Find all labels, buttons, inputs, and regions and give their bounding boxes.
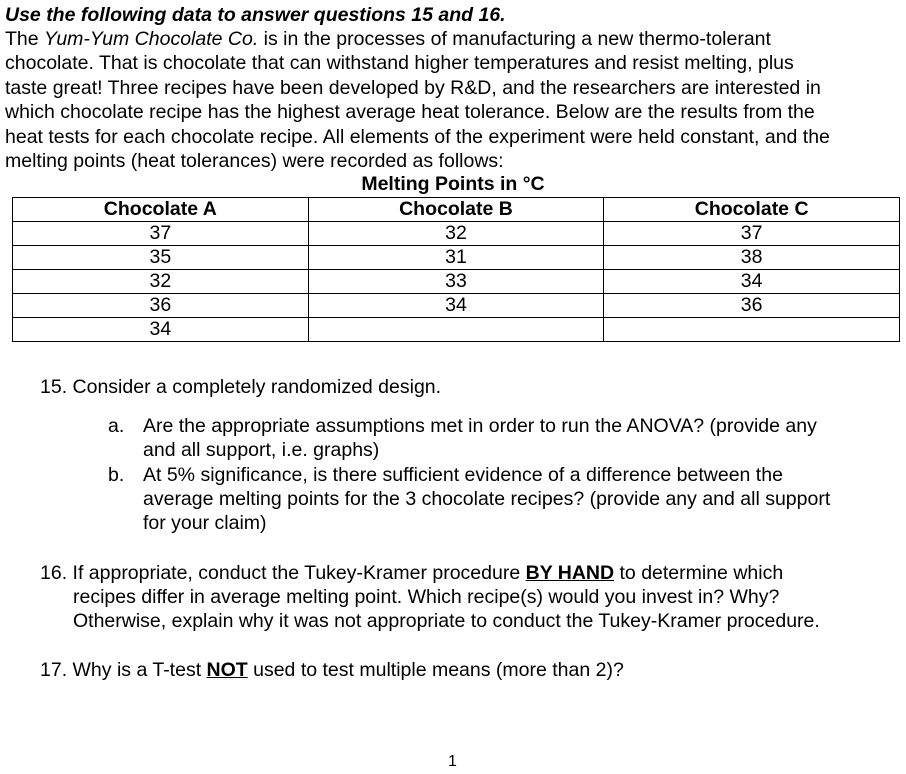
table-cell: 34 — [13, 318, 309, 342]
table-cell: 34 — [604, 270, 900, 294]
question-15a-marker: a. — [108, 415, 125, 437]
question-17: 17. Why is a T-test NOT used to test multiple means (more than 2)? — [40, 659, 624, 681]
not-emphasis: NOT — [206, 659, 248, 681]
table-cell: 37 — [604, 222, 900, 246]
table-cell: 36 — [604, 294, 900, 318]
by-hand-emphasis: BY HAND — [525, 562, 615, 584]
intro-line-2: chocolate. That is chocolate that can withstand higher temperatures and resist melting, plus — [5, 52, 794, 75]
question-15a-line-2: and all support, i.e. graphs) — [143, 439, 380, 461]
table-row — [13, 294, 900, 318]
question-15: 15. Consider a completely randomized design. — [40, 376, 442, 398]
intro-paragraph — [5, 27, 905, 173]
table-row — [13, 270, 900, 294]
column-header: Chocolate C — [604, 198, 900, 222]
intro-line-3: taste great! Three recipes have been developed by R&D, and the researchers are interested in — [5, 76, 821, 99]
intro-line-5: heat tests for each chocolate recipe. All elements of the experiment were held constant, and the — [5, 125, 830, 148]
company-name: Yum-Yum Chocolate Co. — [44, 28, 259, 50]
table-header-row — [13, 198, 900, 222]
question-15a-line-1: Are the appropriate assumptions met in order to run the ANOVA? (provide any — [143, 415, 817, 437]
question-16-line-2: recipes differ in average melting point. Which recipe(s) would you invest in? Why? — [73, 586, 780, 608]
table-cell: 33 — [308, 270, 604, 294]
question-15b-marker: b. — [108, 464, 125, 486]
table-row — [13, 318, 900, 342]
question-15b-line-3: for your claim) — [143, 512, 267, 534]
table-cell: 38 — [604, 246, 900, 270]
question-16-line-1: 16. If appropriate, conduct the Tukey-Kramer procedure BY HAND to determine which — [40, 562, 784, 584]
question-16-line-3: Otherwise, explain why it was not appropriate to conduct the Tukey-Kramer procedure. — [73, 610, 820, 632]
table-cell — [308, 318, 604, 342]
intro-line-1: The Yum-Yum Chocolate Co. is in the processes of manufacturing a new thermo-tolerant — [5, 28, 771, 50]
table-row — [13, 246, 900, 270]
intro-line-4: which chocolate recipe has the highest average heat tolerance. Below are the results from the — [5, 101, 815, 124]
page-number: 1 — [448, 753, 457, 770]
column-header: Chocolate B — [308, 198, 604, 222]
table-cell: 35 — [13, 246, 309, 270]
table-cell — [604, 318, 900, 342]
table-cell: 36 — [13, 294, 309, 318]
table-cell: 34 — [308, 294, 604, 318]
section-heading: Use the following data to answer questions 15 and 16. — [5, 4, 506, 26]
question-15b-line-1: At 5% significance, is there sufficient evidence of a difference between the — [143, 464, 783, 486]
table-cell: 32 — [13, 270, 309, 294]
table-cell: 31 — [308, 246, 604, 270]
table-row — [13, 222, 900, 246]
table-cell: 37 — [13, 222, 309, 246]
column-header: Chocolate A — [13, 198, 309, 222]
intro-line-6: melting points (heat tolerances) were recorded as follows: — [5, 150, 504, 173]
table-title: Melting Points in °C — [361, 173, 545, 195]
table-cell: 32 — [308, 222, 604, 246]
question-15b-line-2: average melting points for the 3 chocolate recipes? (provide any and all support — [143, 488, 831, 510]
melting-points-table — [12, 197, 900, 342]
